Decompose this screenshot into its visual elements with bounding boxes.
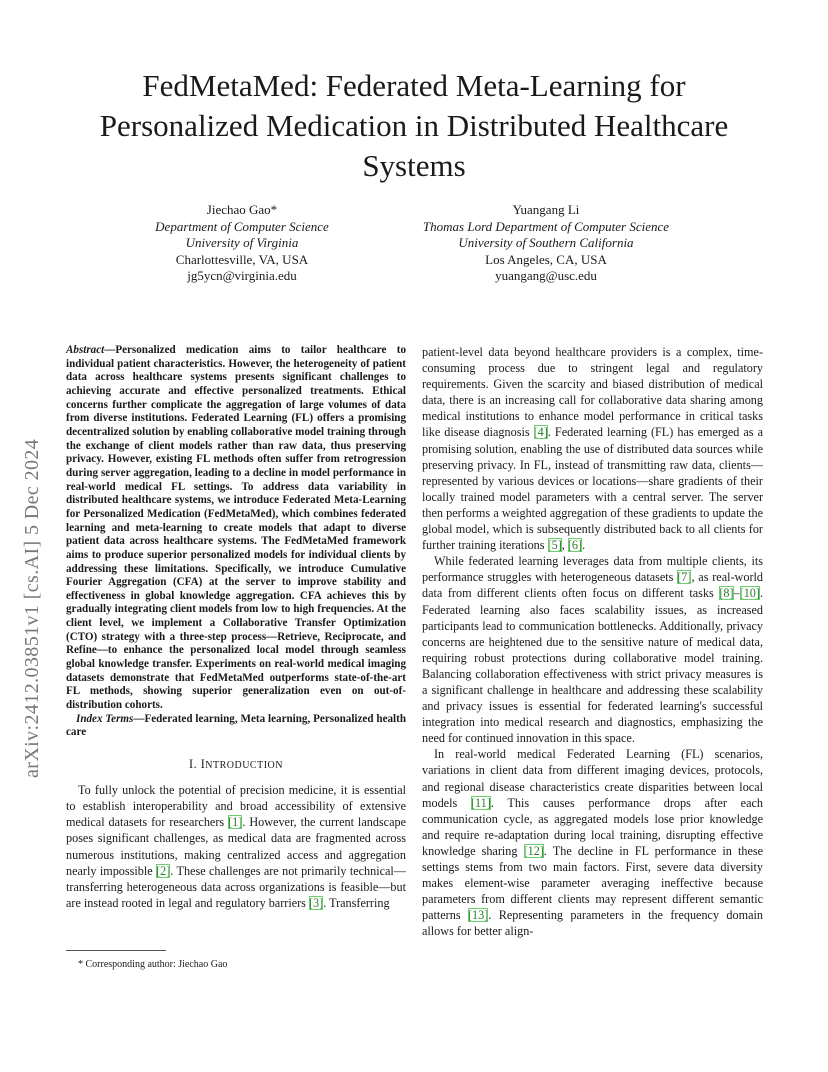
author-block xyxy=(102,202,382,285)
title-line: FedMetaMed: Federated Meta-Learning for xyxy=(142,68,686,103)
author-department: Thomas Lord Department of Computer Science xyxy=(422,218,670,234)
citation-link[interactable]: [10] xyxy=(739,586,760,601)
citation-link[interactable]: [13] xyxy=(467,908,489,923)
intro-paragraph: While federated learning leverages data from multiple clients, its performance struggles with heterogeneous datasets [7], as real-world data from different clients often focus on different tasks [8]–[10]. Federated learning also faces scalability issues, as increased participants lead to communication bottlenecks. Additionally, privacy concerns are heightened due to the sensitive nature of medical data, requiring robust protections during collaborative model training. Balancing collaboration effectiveness with strict privacy measures is a significant challenge in healthcare and addressing these scalability and privacy issues is essential for federated learning's successful integration into medical research and diagnostics, emphasizing the need for continued innovation in this space. xyxy=(422,554,763,746)
author-location: Charlottesville, VA, USA xyxy=(175,251,309,267)
citation-link[interactable]: [3] xyxy=(308,895,324,910)
intro-paragraph: In real-world medical Federated Learning (FL) scenarios, variations in client data from different imaging devices, protocols, and regional disease characteristics create disparities between local models [11]. This causes performance drops after each communication cycle, as aggregated models lose prior knowledge and require re-adaptation during local training, disrupting effective knowledge sharing [12]. The decline in FL performance in these settings stems from two main factors. First, severe data diversity makes element-wise parameter averaging ineffective because parameters from different clients may represent different semantic patterns [13]. Representing parameters in the frequency domain allows for better align- xyxy=(422,747,764,939)
abstract-label: Abstract xyxy=(66,344,105,356)
citation-link[interactable]: [2] xyxy=(156,863,171,878)
intro-paragraph: To fully unlock the potential of precision medicine, it is essential to establish interoperability and broad accessibility of extensive medical datasets for researchers [1]. However, the current landscape poses significant challenges, as medical data are fragmented across numerous institutions, making centralized access and aggregation nearly impossible [2]. These challenges are not primarily technical—transferring heterogeneous data across organizations is feasible—but are instead rooted in legal and regulatory barriers [3]. Transferring xyxy=(66,783,406,910)
abstract xyxy=(66,344,406,713)
author-block xyxy=(406,202,686,285)
paper-title xyxy=(60,66,768,186)
author-institution: University of Southern California xyxy=(458,235,634,251)
footnote-divider xyxy=(66,950,166,951)
abstract-text: —Personalized medication aims to tailor healthcare to individual patient characteristics. However, the heterogeneity of patient data across healthcare systems presents significant challenges to achieving accurate and effective personalized treatments. Ethical concerns further complicate the aggregation of large volumes of data from diverse institutions. Federated Learning (FL) offers a promising decentralized solution by enabling collaborative model training through the exchange of client models rather than raw data, thus preserving privacy. However, existing FL methods often suffer from retrogression during server aggregation, leading to a decline in model performance in real-world medical FL settings. To address data variability in distributed healthcare systems, we introduce Federated Meta-Learning for Personalized Medication (FedMetaMed), which combines federated learning and meta-learning to create models that adapt to diverse patient data across healthcare systems. The FedMetaMed framework aims to produce superior personalized models for individual clients by addressing these limitations. Specifically, we introduce Cumulative Fourier Aggregation (CFA) at the server to improve stability and effectiveness in global knowledge aggregation. CFA achieves this by gradually integrating client models from low to high frequencies. At the client level, we implement a Collaborative Transfer Optimization (CTO) strategy with a three-step process—Retrieve, Reciprocate, and Refine—to enhance the personalized local model through seamless global knowledge transfer. Experiments on real-world medical imaging datasets demonstrate that FedMetaMed outperforms state-of-the-art FL methods, showing superior generalization even on out-of-distribution cohorts. xyxy=(66,344,406,712)
citation-link[interactable]: [12] xyxy=(523,843,544,858)
footnote: * Corresponding author: Jiechao Gao xyxy=(78,959,228,970)
title-line: Systems xyxy=(362,148,466,183)
author-institution: University of Virginia xyxy=(185,235,299,251)
citation-link[interactable]: [6] xyxy=(567,538,583,553)
author-email: yuangang@usc.edu xyxy=(495,268,597,284)
citation-link[interactable]: [5] xyxy=(547,538,562,553)
title-line: Personalized Medication in Distributed Healthcare xyxy=(99,108,729,143)
citation-link[interactable]: [1] xyxy=(228,815,243,830)
citation-link[interactable]: [7] xyxy=(677,570,692,585)
intro-paragraph-continued: patient-level data beyond healthcare providers is a complex, time-consuming process due to stringent legal and regulatory requirements. Given the scarcity and biased distribution of medical data, there is an increasing call for collaborative data sharing among medical institutions to enhance model performance in critical tasks like disease diagnosis [4]. Federated learning (FL) has emerged as a promising solution, enabling the use of distributed data sources while preserving privacy. In FL, instead of transmitting raw data, clients—represented by various devices or locations—share gradients of their locally trained model parameters with a central server. The server then performs a weighted aggregation of these gradients to update the global model, which is subsequently distributed back to all clients for further training iterations [5], [6]. xyxy=(422,345,763,553)
right-column xyxy=(422,344,763,939)
author-name: Jiechao Gao* xyxy=(206,202,278,217)
author-email: jg5ycn@virginia.edu xyxy=(187,268,297,284)
author-department: Department of Computer Science xyxy=(155,218,329,234)
citation-link[interactable]: [11] xyxy=(470,795,491,810)
index-terms-label: Index Terms xyxy=(76,712,134,725)
section-heading: I. INTRODUCTION xyxy=(189,757,283,772)
arxiv-stamp: arXiv:2412.03851v1 [cs.AI] 5 Dec 2024 xyxy=(21,438,43,778)
left-column xyxy=(66,344,406,911)
citation-link[interactable]: [8] xyxy=(719,586,734,601)
index-terms xyxy=(66,713,406,740)
citation-link[interactable]: [4] xyxy=(533,425,548,440)
index-terms-text: —Federated learning, Meta learning, Personalized health care xyxy=(66,712,406,739)
author-name: Yuangang Li xyxy=(512,202,580,217)
author-location: Los Angeles, CA, USA xyxy=(485,251,607,267)
